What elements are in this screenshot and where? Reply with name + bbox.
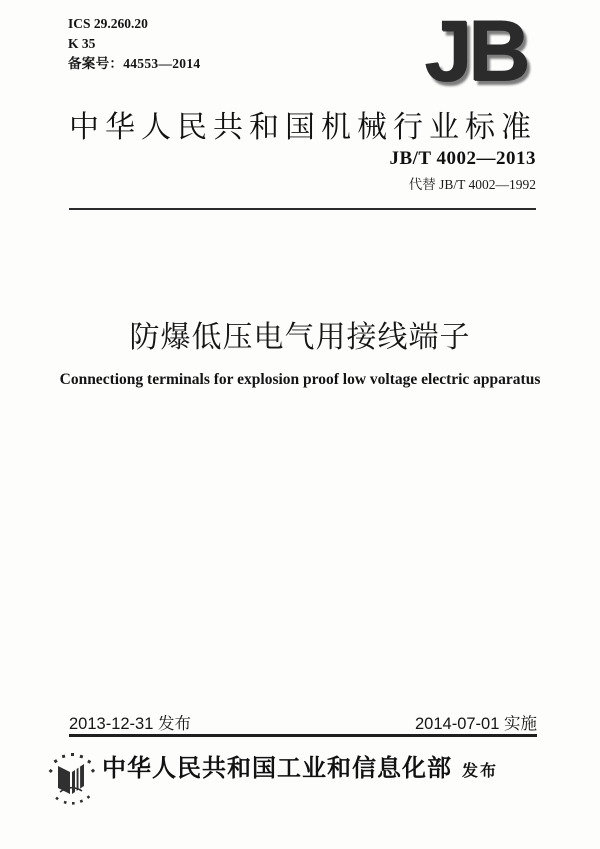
standard-category-title: 中华人民共和国机械行业标准 — [69, 111, 537, 144]
document-title-cn: 防爆低压电气用接线端子 — [129, 321, 471, 354]
document-title-en: Connectiong terminals for explosion proof low voltage electric apparatus — [59, 371, 541, 388]
header-rule — [69, 208, 536, 210]
ics-code: ICS 29.260.20 — [68, 16, 148, 31]
record-number: 备案号：44553—2014 — [68, 56, 201, 71]
ministry-seal-icon — [44, 750, 98, 808]
jb-logo: JB — [424, 3, 526, 99]
ics-block — [68, 14, 200, 74]
publisher-name: 中华人民共和国工业和信息化部 — [101, 755, 452, 782]
replaced-standard-note: 代替 JB/T 4002—1992 — [408, 177, 536, 192]
standard-number-block — [389, 148, 536, 193]
implementation-date: 2014-07-01 实施 — [415, 715, 537, 733]
issue-date: 2013-12-31 发布 — [69, 715, 191, 733]
date-row — [69, 710, 537, 734]
footer-rule — [69, 734, 537, 737]
publish-action-label: 发布 — [461, 763, 498, 780]
classification-code: K 35 — [68, 36, 96, 51]
standard-number: JB/T 4002—2013 — [389, 148, 536, 169]
